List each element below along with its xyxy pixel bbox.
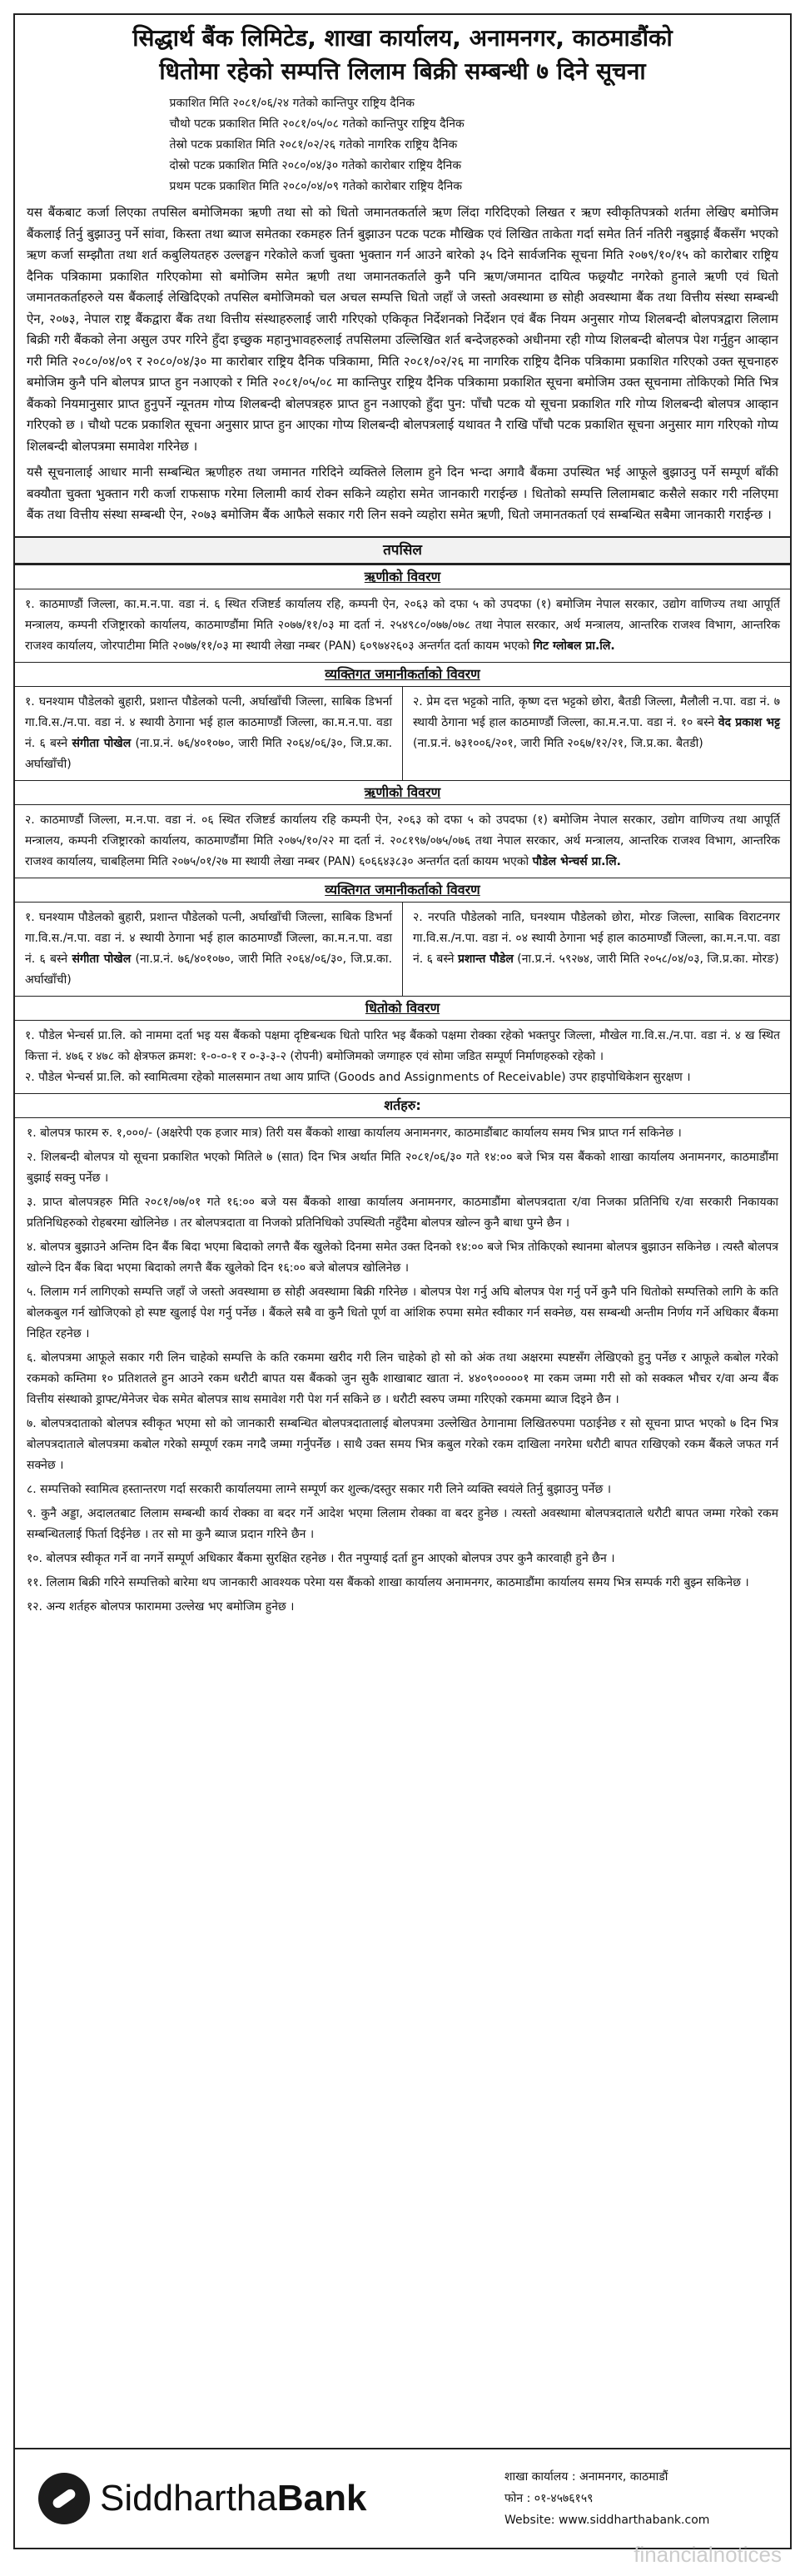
condition-text: १०. बोलपत्र स्वीकृत गर्ने वा नगर्ने सम्पूर्ण अधिकार बैंकमा सुरक्षित रहनेछ । रीत नपुग्याई दर्ता हुन आएको बोलपत्र उपर कुनै कारवाही हुने छैन ।	[27, 1551, 615, 1565]
notice-page	[13, 13, 792, 2567]
intro-paragraph: यसै सूचनालाई आधार मानी सम्बन्धित ऋणीहरु तथा जमानत गरिदिने व्यक्तिले लिलाम हुने दिन भन्दा अगावै बैंकमा उपस्थित भई आफूले बुझाउनु पर्ने सम्पूर्ण बाँकी बक्यौता चुक्ता भुक्तान गरी कर्जा राफसाफ गरेमा लिलामी कार्य रोक्न सकिने व्यहोरा समेत जानकारी गराईन्छ । धितोको सम्पत्ति लिलामबाट कसैले सकार गरी नलिएमा बैंक तथा वित्तीय संस्था सम्बन्धी ऐन, २०७३ बमोजिम बैंक आफैले सकार गरी लिन सक्ने व्यहोरा समेत ऋणी, धितो जमानतकर्ता एवं सम्बन्धित सबैमा जानकारी गराईन्छ ।	[27, 465, 778, 522]
bank-logo-icon	[38, 2473, 90, 2524]
bank-website[interactable]: Website: www.siddharthabank.com	[504, 2514, 710, 2527]
guarantor-id: (ना.प्र.नं. ७६/४०१०७०, जारी मिति २०६४/०६/३०, जि.प्र.का. अर्घाखाँची)	[25, 736, 393, 771]
guarantor-row	[15, 687, 790, 780]
borrower-name: पौडेल भेन्चर्स प्रा.लि.	[532, 854, 621, 868]
condition-item	[27, 1123, 778, 1144]
guarantor-id: (ना.प्र.नं. ५९२७४, जारी मिति २०५८/०४/०३, जि.प्र.का. मोरङ)	[517, 952, 779, 966]
guarantor-name: संगीता पोखेल	[72, 736, 132, 750]
branch-phone: फोन : ०१-४५७६१५९	[504, 2492, 594, 2505]
bank-name-regular: Siddhartha	[100, 2478, 277, 2519]
watermark: financialnotices	[634, 2542, 782, 2567]
footer	[15, 2448, 790, 2567]
condition-text: ४. बोलपत्र बुझाउने अन्तिम दिन बैंक बिदा भएमा बिदाको लगत्तै बैंक खुलेको दिनमा समेत उक्त दिनको १४:०० बजे भित्र तोकिएको स्थानमा बोलपत्र बुझाउन सकिनेछ । त्यस्तै बोलपत्र खोल्ने दिन बैंक बिदा भएमा बिदाको लगत्तै बैंक खुलेको दिन १६:०० बजे बोलपत्र खोलिनेछ ।	[27, 1240, 778, 1275]
condition-item	[27, 1282, 778, 1345]
publication-list	[170, 93, 636, 197]
bank-name-bold: Bank	[276, 2478, 367, 2519]
guarantor-heading: व्यक्तिगत जमानीकर्ताको विवरण	[15, 662, 790, 687]
condition-text: ३. प्राप्त बोलपत्रहरु मिति २०८१/०७/०१ गते १६:०० बजे यस बैंकको शाखा कार्यालय अनामनगर, काठमाडौंमा बोलपत्रदाता र/वा निजका प्रतिनिधि र/वा सरकारी निकायका प्रतिनिधिहरुको रोहबरमा खोलिनेछ । तर बोलपत्रदाता वा निजको प्रतिनिधिको उपस्थिती नहुँदैमा बोलपत्र खोल्न कुनै बाधा पुग्ने छैन ।	[27, 1195, 778, 1230]
condition-item	[27, 1237, 778, 1279]
publication-line: तेस्रो पटक प्रकाशित मिति २०८१/०२/२६ गतेको नागरिक राष्ट्रिय दैनिक	[169, 138, 458, 152]
collateral-heading: धितोको विवरण	[15, 996, 790, 1021]
borrower-text: १. काठमाण्डौं जिल्ला, का.म.न.पा. वडा नं. ६ स्थित रजिष्टर्ड कार्यालय रहि, कम्पनी ऐन, २०६३ को दफा ५ को उपदफा (१) बमोजिम नेपाल सरकार, उद्योग वाणिज्य तथा आपूर्ति मन्त्रालय, कम्पनी रजिष्ट्रारको कार्यालय, काठमाण्डौंमा मिति २०७७/११/०३ मा दर्ता नं. २५४९८०/०७७/०७८ तथा नेपाल सरकार, अर्थ मन्त्रालय, आन्तरिक राजश्व विभाग, आन्तरिक राजश्व कार्यालय, जोरपाटीमा मिति २०७७/११/०३ मा स्थायी लेखा नम्बर (PAN) ६०९७४२६०३ अन्तर्गत दर्ता कायम भएको	[25, 597, 780, 653]
intro-paragraph: यस बैंकबाट कर्जा लिएका तपसिल बमोजिमका ऋणी तथा सो को धितो जमानतकर्ताले ऋण लिंदा गरिदिएको लिखत र ऋण स्वीकृतिपत्रको शर्तमा लेखिए बमोजिम बैंकलाई तिर्नु बुझाउनु पर्ने सांवा, किस्ता तथा ब्याज समेतका रकमहरु तिर्न बुझाउन पटक पटक मौखिक एवं लिखित ताकेता गर्दा समेत तिर्न नतिरी नबुझाई बैंकसँग भएको ऋण कर्जा सम्झौता तथा शर्त कबुलियतहरु उल्लङ्घन गरेकोले कर्जा चुक्ता भुक्तान गर्न आउने बारेको ३५ दिने सार्वजनिक सूचना मिति २०७९/१०/१५ को कारोबार राष्ट्रिय दैनिक पत्रिकामा प्रकाशित गरिएकोमा सो बमोजिम समेत ऋणी तथा जमानतकर्ताले कुनै पनि ऋण/जमानत दायित्व फछ्र्यौट नगरेको हुनाले ऋणी एवं धितो जमानतकर्ताहरुले यस बैंकलाई लेखिदिएको तपसिल बमोजिमको चल अचल सम्पत्ति धितो जहाँ जे जस्तो अवस्थामा छ सोही अवस्थामा बैंक तथा वित्तीय संस्था सम्बन्धी ऐन, २०७३, नेपाल राष्ट्र बैंकद्वारा बैंक तथा वित्तीय संस्थाहरुलाई जारी गरिएको एकिकृत निर्देशनको निर्देशन एवं बैंक नियम अनुसार गोप्य शिलबन्दी बोलपत्रद्वारा लिलाम बिक्री गरी बैंकको लेना असुल उपर गरिने हुँदा इच्छुक महानुभावहरुलाई तपसिलमा उल्लिखित शर्त बन्देजहरुको अधीनमा रही गोप्य शिलबन्दी बोलपत्र पेश गर्नुहुन आव्हान गरी मिति २०८०/०४/०९ र २०८०/०४/३० मा कारोबार राष्ट्रिय दैनिक पत्रिकामा, मिति २०८१/०२/२६ मा नागरिक राष्ट्रिय दैनिक पत्रिकामा प्रकाशित गरिएको उक्त सूचनाहरु बमोजिम कुनै पनि बोलपत्र प्राप्त हुन नआएको र मिति २०८१/०५/०८ मा कान्तिपुर राष्ट्रिय दैनिक पत्रिकामा प्रकाशित सूचना बमोजिम उक्त सूचनामा तोकिएको मिति भित्र बैंकको नियमानुसार प्राप्त हुनुपर्ने न्यूनतम गोप्य शिलबन्दी बोलपत्रहरु प्राप्त हुन नआएको हुँदा पुन: पाँचौ पटक यो सूचना प्रकाशित गरि गोप्य शिलबन्दी बोलपत्र आव्हान गरिएको छ । चौथो पटक प्रकाशित सूचना अनुसार प्राप्त हुन आएका गोप्य शिलबन्दी बोलपत्रलाई यथावत नै राखि पाँचौ पटक प्रकाशित सूचना अनुसार माग गरिएको गोप्य शिलबन्दी बोलपत्रमा समावेश गरिनेछ ।	[27, 205, 778, 454]
collateral-item: २. पौडेल भेन्चर्स प्रा.लि. को स्वामित्वमा रहेको मालसमान तथा आय प्राप्ति (Goods and Assignments of Receivable) उपर हाइपोथिकेशन सुरक्षण ।	[25, 1070, 691, 1084]
notice-title: सिद्धार्थ बैंक लिमिटेड, शाखा कार्यालय, अनामनगर, काठमाडौंको धितोमा रहेको सम्पत्ति लिलाम बिक्री सम्बन्धी ७ दिने सूचना	[132, 24, 673, 85]
guarantor-name: वेद प्रकाश भट्ट	[718, 715, 780, 729]
borrower-text: २. काठमाण्डौं जिल्ला, म.न.पा. वडा नं. ०६ स्थित रजिष्टर्ड कार्यालय रहि कम्पनी ऐन, २०६३ को दफा ५ को उपदफा (१) बमोजिम नेपाल सरकार, उद्योग वाणिज्य तथा आपूर्ति मन्त्रालय, कम्पनी रजिष्ट्रारको कार्यालय, काठमाण्डौंमा मिति २०७५/१०/२२ मा दर्ता नं. २०८१९७/०७५/०७६ तथा नेपाल सरकार, अर्थ मन्त्रालय, आन्तरिक राजश्व विभाग, आन्तरिक राजश्व कार्यालय, चाबहिलमा मिति २०७५/०१/२७ मा स्थायी लेखा नम्बर (PAN) ६०६६४३८३० अन्तर्गत दर्ता कायम भएको	[25, 813, 780, 868]
condition-item	[27, 1414, 778, 1476]
condition-item	[27, 1348, 778, 1410]
guarantor-text: २. प्रेम दत्त भट्टको नाति, कृष्ण दत्त भट्टको छोरा, बैतडी जिल्ला, मैलौली न.पा. वडा नं. ७ स्थायी ठेगाना भई हाल काठमाण्डौं जिल्ला, का.म.न.पा. वडा नं. १० बस्ने	[413, 694, 780, 729]
condition-item	[27, 1479, 778, 1500]
borrower-heading: ऋणीको विवरण	[15, 564, 790, 589]
borrower-heading: ऋणीको विवरण	[15, 780, 790, 805]
condition-item	[27, 1504, 778, 1545]
guarantor-id: (ना.प्र.नं. ७३१००६/२०१, जारी मिति २०६७/१२/२१, जि.प्र.का. बैतडी)	[413, 736, 703, 750]
condition-item	[27, 1573, 778, 1594]
guarantor-text: १. घनश्याम पौडेलको बुहारी, प्रशान्त पौडेलको पत्नी, अर्घाखाँची जिल्ला, साबिक डिभर्ना गा.वि.स./न.पा. वडा नं. ४ स्थायी ठेगाना भई हाल काठमाण्डौं जिल्ला, का.म.न.पा. वडा नं. ६ बस्ने	[25, 910, 392, 966]
condition-item	[27, 1597, 778, 1618]
publication-line: प्रकाशित मिति २०८१/०६/२४ गतेको कान्तिपुर राष्ट्रिय दैनिक	[169, 97, 415, 110]
condition-text: ६. बोलपत्रमा आफूले सकार गरी लिन चाहेको सम्पत्ति के कति रकममा खरीद गरी लिन चाहेको हो सो को अंक तथा अक्षरमा स्पष्टसँग लेखिएको हुनु पर्नेछ र आफूले कबोल गरेको रकमको कम्तिमा १० प्रतिशतले हुन आउने रकम धरौटी बापत यस बैंकको जुन सुकै शाखाबाट खाता नं. ४४०९०००००१ मा रकम जम्मा गरी सो को सक्कल भौचर र/वा अन्य बैंक वित्तीय संस्थाको ड्राफ्ट/मेनेजर चेक समेत बोलपत्र साथ समावेश गरी पेश गर्न सकिने छ । धरौटी स्वरुप जम्मा गरिएको रकममा ब्याज दिइने छैन ।	[27, 1350, 778, 1406]
condition-text: ७. बोलपत्रदाताको बोलपत्र स्वीकृत भएमा सो को जानकारी सम्बन्धित बोलपत्रदातालाई बोलपत्रमा उल्लेखित ठेगानामा लिखितरुपमा पठाईनेछ र सो सूचना प्राप्त भएको ७ दिन भित्र बोलपत्रदाताले बोलपत्रमा कबोल गरेको सम्पूर्ण रकम नगदै जम्मा गर्नुपर्नेछ । साथै उक्त समय भित्र कबुल गरेको रकम दाखिला नगरेमा धरौटी बापत राखिएको रकम बैंकले जफत गर्न सक्नेछ ।	[27, 1416, 778, 1472]
guarantor-name: संगीता पोखेल	[72, 952, 132, 966]
publication-line: चौथो पटक प्रकाशित मिति २०८१/०५/०८ गतेको कान्तिपुर राष्ट्रिय दैनिक	[169, 117, 465, 131]
condition-text: २. शिलबन्दी बोलपत्र यो सूचना प्रकाशित भएको मितिले ७ (सात) दिन भित्र अर्थात मिति २०८१/०६/३० गते १४:०० बजे भित्र यस बैंकको शाखा कार्यालय अनामनगर, काठमाडौंमा बुझाई सक्नु पर्नेछ ।	[27, 1150, 778, 1185]
bank-wordmark	[100, 2478, 366, 2519]
guarantor-id: (ना.प्र.नं. ७६/४०१०७०, जारी मिति २०६४/०६/३०, जि.प्र.का. अर्घाखाँची)	[25, 952, 393, 987]
condition-item	[27, 1549, 778, 1569]
guarantor-left	[15, 687, 403, 780]
bank-logo	[15, 2473, 504, 2524]
guarantor-text: १. घनश्याम पौडेलको बुहारी, प्रशान्त पौडेलको पत्नी, अर्घाखाँची जिल्ला, साबिक डिभर्ना गा.वि.स./न.पा. वडा नं. ४ स्थायी ठेगाना भई हाल काठमाण्डौं जिल्ला, का.म.न.पा. वडा नं. ६ बस्ने	[25, 694, 392, 750]
conditions-list	[15, 1118, 790, 1626]
guarantor-right	[403, 903, 790, 996]
condition-item	[27, 1192, 778, 1234]
condition-text: १२. अन्य शर्तहरु बोलपत्र फाराममा उल्लेख भए बमोजिम हुनेछ ।	[27, 1599, 295, 1614]
borrower-details	[15, 589, 790, 662]
conditions-heading: शर्तहरु:	[15, 1093, 790, 1118]
condition-text: ९. कुनै अड्डा, अदालतबाट लिलाम सम्बन्धी कार्य रोक्का वा बदर गर्ने आदेश भएमा लिलाम रोक्का वा बदर हुनेछ । त्यस्तो अवस्थामा बोलपत्रदाताले धरौटी बापत जम्मा गरेको रकम सम्बन्धितलाई फिर्ता दिईनेछ । तर सो मा कुनै ब्याज प्रदान गरिने छैन ।	[27, 1506, 778, 1541]
guarantor-right	[403, 687, 790, 780]
condition-text: ५. लिलाम गर्न लागिएको सम्पत्ति जहाँ जे जस्तो अवस्थामा छ सोही अवस्थामा बिक्री गरिनेछ । बोलपत्र पेश गर्नु अघि बोलपत्र पेश गर्नु पर्ने कुनै पनि धितोको सम्पत्तिको लागि के कति बोलकबुल गर्न खोजिएको हो स्पष्ट खुलाई पेश गर्नु पर्नेछ । बैंकले सबै वा कुनै धितो पूर्ण वा आंशिक रुपमा समेत स्वीकार गर्न सक्नेछ, यस सम्बन्धी अन्तीम निर्णय गर्ने अधिकार बैंकमा निहित रहनेछ ।	[27, 1285, 778, 1340]
condition-text: ११. लिलाम बिक्री गरिने सम्पत्तिको बारेमा थप जानकारी आवश्यक परेमा यस बैंकको शाखा कार्यालय अनामनगर, काठमाडौंमा कार्यालय समय भित्र सम्पर्क गरी बुझ्न सकिनेछ ।	[27, 1575, 749, 1589]
collateral-item: १. पौडेल भेन्चर्स प्रा.लि. को नाममा दर्ता भइ यस बैंकको पक्षमा दृष्टिबन्धक धितो पारित भइ बैंकको पक्षमा रोक्का रहेको भक्तपुर जिल्ला, मौखेल गा.वि.स./न.पा. वडा नं. ४ ख स्थित कित्ता नं. ४७६ र ४७८ को क्षेत्रफल क्रमश: १-०-०-१ र ०-३-३-२ (रोपनी) बमोजिमको जग्गाहरु एवं सोमा जडित सम्पूर्ण निर्माणहरुको रहेको ।	[25, 1028, 780, 1063]
branch-address: शाखा कार्यालय : अनामनगर, काठमाडौं	[504, 2470, 668, 2484]
borrower-details	[15, 805, 790, 878]
guarantor-heading: व्यक्तिगत जमानीकर्ताको विवरण	[15, 878, 790, 903]
schedule-heading: तपसिल	[15, 536, 790, 564]
condition-text: १. बोलपत्र फारम रु. १,०००/- (अक्षरेपी एक हजार मात्र) तिरी यस बैंकको शाखा कार्यालय अनामनगर, काठमाडौंबाट कार्यालय समय भित्र प्राप्त गर्न सकिनेछ ।	[27, 1126, 682, 1140]
publication-line: प्रथम पटक प्रकाशित मिति २०८०/०४/०९ गतेको कारोबार राष्ट्रिय दैनिक	[169, 180, 463, 193]
guarantor-row	[15, 903, 790, 996]
intro-body	[15, 197, 790, 536]
guarantor-left	[15, 903, 403, 996]
publication-line: दोस्रो पटक प्रकाशित मिति २०८०/०४/३० गतेको कारोबार राष्ट्रिय दैनिक	[169, 159, 462, 172]
guarantor-text: २. नरपति पौडेलको नाति, घनश्याम पौडेलको छोरा, मोरङ जिल्ला, साबिक विराटनगर गा.वि.स./न.पा. वडा नं. ०४ स्थायी ठेगाना भई हाल काठमाण्डौं जिल्ला, का.म.न.पा. वडा नं. ६ बस्ने	[413, 910, 780, 966]
condition-text: ८. सम्पत्तिको स्वामित्व हस्तान्तरण गर्दा सरकारी कार्यालयमा लाग्ने सम्पूर्ण कर शुल्क/दस्तुर सकार गरी लिने व्यक्ति स्वयंले तिर्नु बुझाउनु पर्नेछ ।	[27, 1482, 612, 1496]
borrower-name: गिट ग्लोबल प्रा.लि.	[533, 639, 615, 653]
condition-item	[27, 1147, 778, 1189]
branch-contact	[504, 2466, 709, 2531]
guarantor-name: प्रशान्त पौडेल	[457, 952, 514, 966]
collateral-details	[15, 1021, 790, 1093]
